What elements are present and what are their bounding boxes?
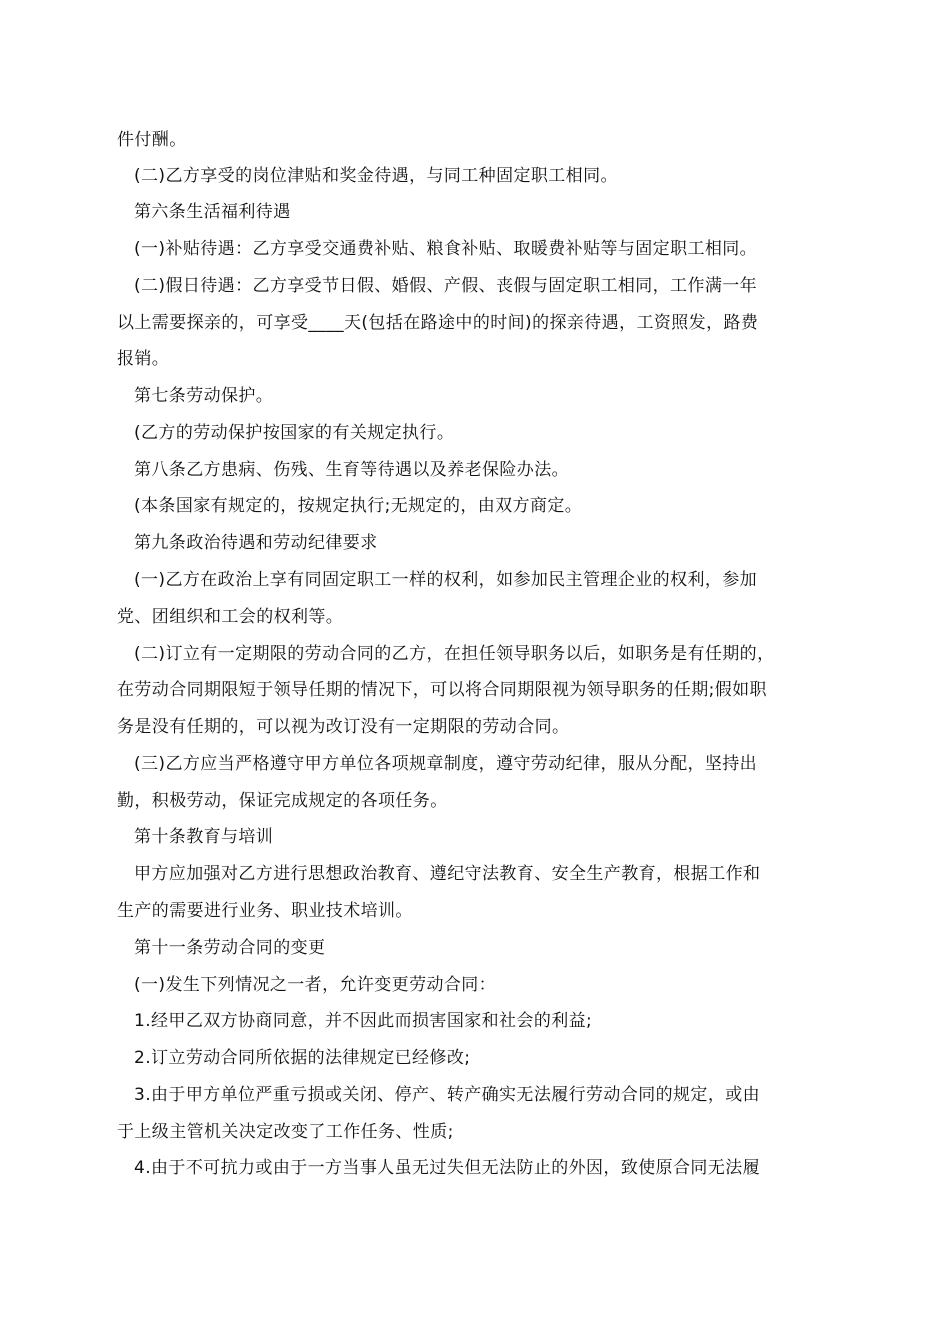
text-line: (一)乙方在政治上享有同固定职工一样的权利，如参加民主管理企业的权利，参加: [134, 570, 758, 590]
section-heading: 第十条教育与培训: [134, 827, 274, 847]
list-item: 4.由于不可抗力或由于一方当事人虽无过失但无法防止的外因，致使原合同无法履: [134, 1158, 761, 1178]
text-line: (一)发生下列情况之一者，允许变更劳动合同：: [134, 975, 497, 995]
text-line: (二)乙方享受的岗位津贴和奖金待遇，与同工种固定职工相同。: [134, 166, 618, 186]
text-line: 勤，积极劳动，保证完成规定的各项任务。: [117, 791, 448, 811]
section-heading: 第八条乙方患病、伤残、生育等待遇以及养老保险办法。: [134, 460, 569, 480]
list-item: 1.经甲乙双方协商同意，并不因此而损害国家和社会的利益;: [134, 1011, 593, 1031]
list-item: 2.订立劳动合同所依据的法律规定已经修改;: [134, 1048, 471, 1068]
text-line: 件付酬。: [117, 130, 187, 150]
list-item: 3.由于甲方单位严重亏损或关闭、停产、转产确实无法履行劳动合同的规定，或由: [134, 1085, 761, 1105]
text-line: 报销。: [117, 349, 170, 369]
text-line: (二)订立有一定期限的劳动合同的乙方，在担任领导职务以后，如职务是有任期的，: [134, 644, 775, 664]
text-line: 以上需要探亲的，可享受____天(包括在路途中的时间)的探亲待遇，工资照发，路费: [117, 313, 759, 333]
text-line: (二)假日待遇：乙方享受节日假、婚假、产假、丧假与固定职工相同，工作满一年: [134, 276, 758, 296]
text-line: 务是没有任期的，可以视为改订没有一定期限的劳动合同。: [117, 717, 570, 737]
text-line: 于上级主管机关决定改变了工作任务、性质;: [117, 1122, 454, 1142]
text-line: (本条国家有规定的，按规定执行;无规定的，由双方商定。: [134, 496, 583, 516]
section-heading: 第十一条劳动合同的变更: [134, 938, 326, 958]
section-heading: 第六条生活福利待遇: [134, 202, 291, 222]
text-line: (乙方的劳动保护按国家的有关规定执行。: [134, 423, 455, 443]
text-line: 党、团组织和工会的权利等。: [117, 607, 344, 627]
section-heading: 第七条劳动保护。: [134, 386, 274, 406]
text-line: (一)补贴待遇：乙方享受交通费补贴、粮食补贴、取暖费补贴等与固定职工相同。: [134, 239, 758, 259]
section-heading: 第九条政治待遇和劳动纪律要求: [134, 533, 378, 553]
text-line: (三)乙方应当严格遵守甲方单位各项规章制度，遵守劳动纪律，服从分配，坚持出: [134, 754, 758, 774]
text-line: 甲方应加强对乙方进行思想政治教育、遵纪守法教育、安全生产教育，根据工作和: [134, 864, 761, 884]
text-line: 生产的需要进行业务、职业技术培训。: [117, 901, 413, 921]
text-line: 在劳动合同期限短于领导任期的情况下，可以将合同期限视为领导职务的任期;假如职: [117, 680, 767, 700]
